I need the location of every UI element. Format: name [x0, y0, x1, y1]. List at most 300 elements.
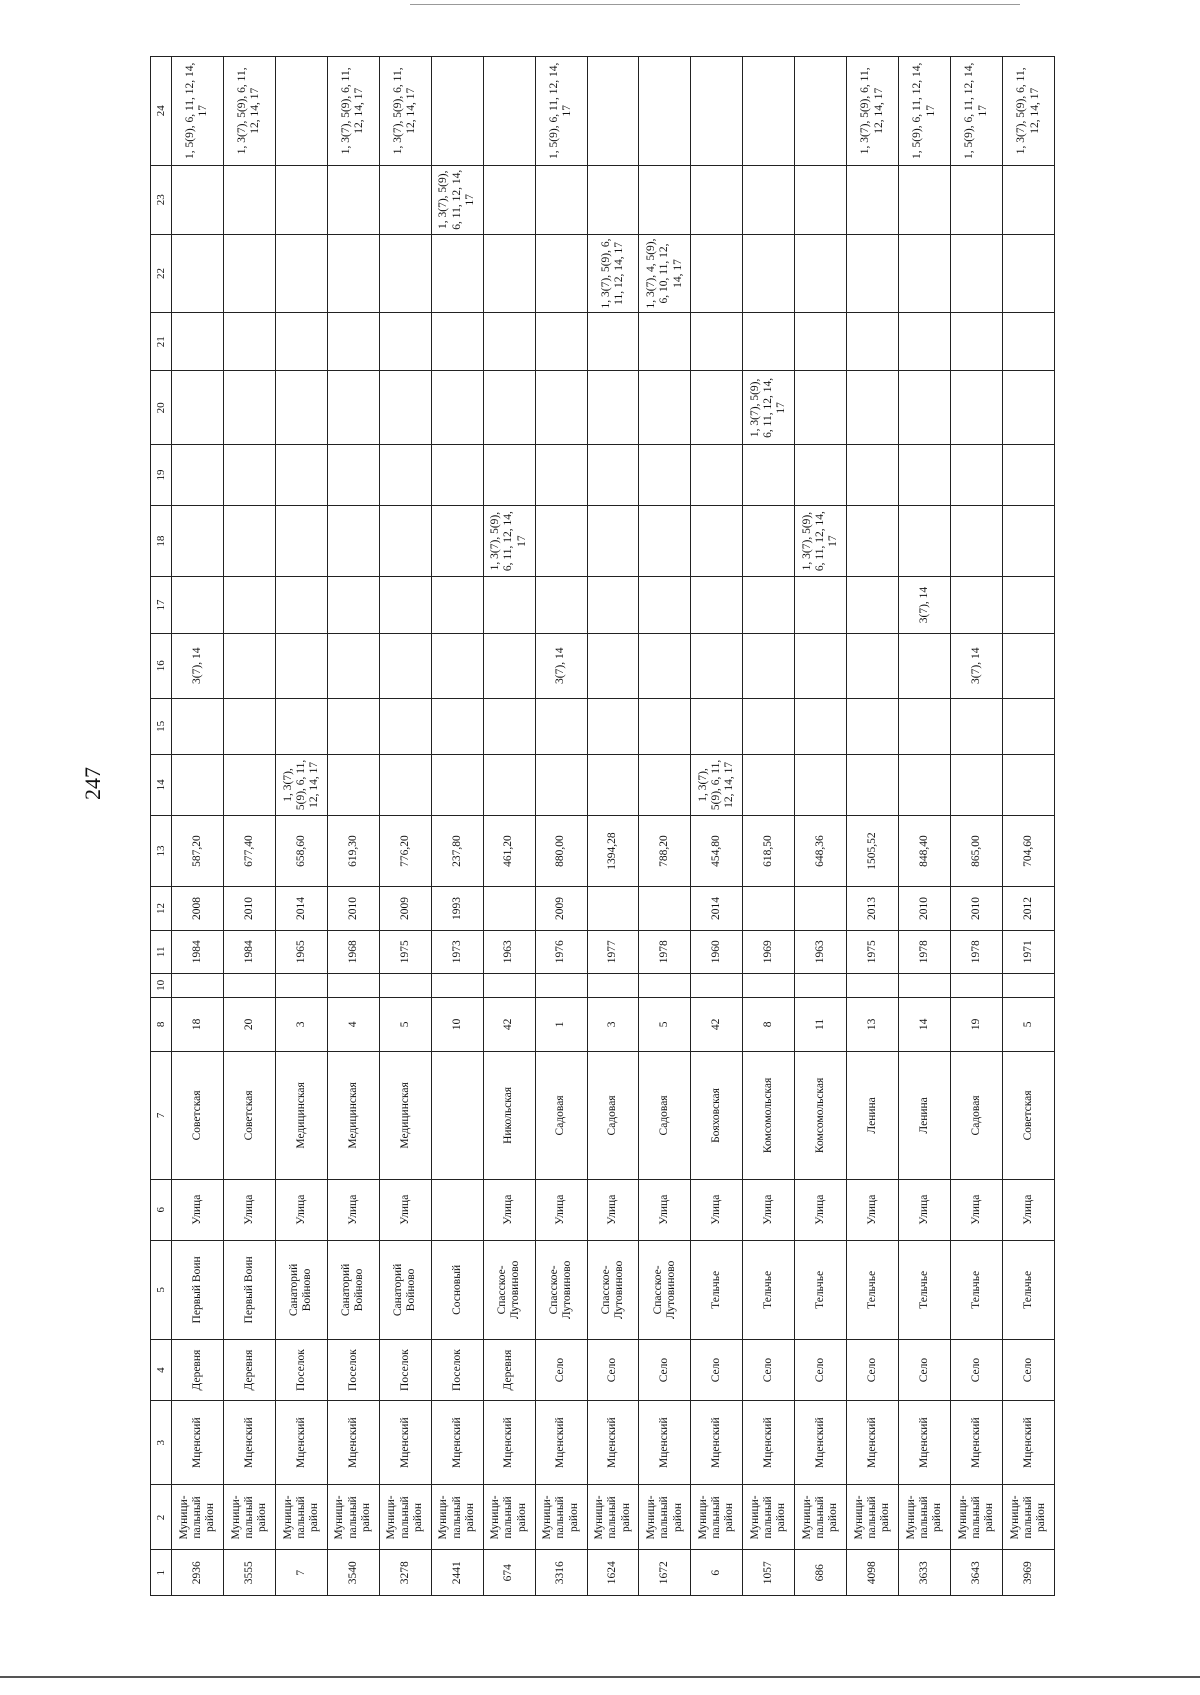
column-header: 11: [151, 930, 172, 973]
table-cell: 1960: [691, 930, 743, 973]
table-cell: 1, 3(7), 5(9), 6, 11, 12, 14, 17: [483, 505, 535, 577]
table-cell: [639, 165, 691, 234]
table-cell: [275, 633, 327, 698]
table-cell: Улица: [847, 1179, 899, 1240]
table-cell: [899, 505, 951, 577]
column-header: 16: [151, 633, 172, 698]
table-cell: [795, 234, 847, 312]
table-cell: Деревня: [483, 1340, 535, 1401]
table-body: [172, 57, 1055, 1596]
table-cell: [431, 1051, 483, 1179]
table-cell: 619,30: [327, 815, 379, 887]
table-cell: [691, 312, 743, 371]
table-cell: 1: [535, 997, 587, 1051]
table-cell: [847, 755, 899, 816]
table-cell: [847, 698, 899, 754]
table-cell: Муници-пальный район: [275, 1485, 327, 1550]
column-header: 5: [151, 1240, 172, 1340]
column-header: 17: [151, 577, 172, 633]
table-cell: [743, 755, 795, 816]
table-cell: [379, 165, 431, 234]
table-cell: [951, 234, 1003, 312]
table-cell: [847, 165, 899, 234]
table-cell: [431, 312, 483, 371]
table-cell: Село: [847, 1340, 899, 1401]
table-cell: [327, 445, 379, 506]
table-cell: [795, 633, 847, 698]
table-cell: 461,20: [483, 815, 535, 887]
table-cell: [899, 445, 951, 506]
table-cell: 1505,52: [847, 815, 899, 887]
scan-top-line: [410, 4, 1020, 5]
table-cell: Первый Воин: [223, 1240, 275, 1340]
column-header: 10: [151, 973, 172, 997]
table-cell: Деревня: [172, 1340, 224, 1401]
table-cell: Муници-пальный район: [743, 1485, 795, 1550]
table-cell: [483, 445, 535, 506]
table-cell: [847, 505, 899, 577]
table-cell: [275, 505, 327, 577]
table-cell: [639, 445, 691, 506]
column-header: 18: [151, 505, 172, 577]
table-cell: 1984: [172, 930, 224, 973]
table-cell: [795, 445, 847, 506]
table-cell: Поселок: [275, 1340, 327, 1401]
column-header: 22: [151, 234, 172, 312]
table-cell: 4098: [847, 1550, 899, 1596]
table-cell: [1003, 445, 1055, 506]
table-cell: 2014: [275, 887, 327, 930]
table-cell: [899, 165, 951, 234]
table-cell: Муници-пальный район: [795, 1485, 847, 1550]
table-cell: Мценский: [535, 1400, 587, 1485]
table-cell: Медицинская: [327, 1051, 379, 1179]
table-cell: 5: [639, 997, 691, 1051]
table-cell: 1, 3(7), 5(9), 6, 11, 12, 14, 17: [743, 371, 795, 445]
table-cell: [379, 445, 431, 506]
table-cell: Поселок: [379, 1340, 431, 1401]
table-cell: 19: [951, 997, 1003, 1051]
table-cell: Улица: [587, 1179, 639, 1240]
table-cell: [795, 577, 847, 633]
table-cell: Советская: [223, 1051, 275, 1179]
table-cell: Комсомольская: [795, 1051, 847, 1179]
table-cell: [847, 234, 899, 312]
table-cell: 2010: [223, 887, 275, 930]
table-cell: Советская: [1003, 1051, 1055, 1179]
table-cell: 2441: [431, 1550, 483, 1596]
column-header: 19: [151, 445, 172, 506]
table-cell: [639, 312, 691, 371]
table-cell: Мценский: [743, 1400, 795, 1485]
table-cell: 1, 5(9), 6, 11, 12, 14, 17: [172, 57, 224, 166]
table-cell: [379, 312, 431, 371]
table-cell: [535, 755, 587, 816]
table-cell: 3555: [223, 1550, 275, 1596]
table-cell: [172, 973, 224, 997]
table-cell: [223, 505, 275, 577]
table-cell: Улица: [275, 1179, 327, 1240]
table-cell: 1, 3(7), 5(9), 6, 11, 12, 14, 17: [431, 165, 483, 234]
table-cell: [587, 371, 639, 445]
table-cell: [691, 577, 743, 633]
table-cell: Муници-пальный район: [1003, 1485, 1055, 1550]
table-row: [951, 57, 1003, 1596]
table-cell: Ленина: [847, 1051, 899, 1179]
table-row: [899, 57, 951, 1596]
column-header: 7: [151, 1051, 172, 1179]
table-row: [535, 57, 587, 1596]
table-cell: Улица: [1003, 1179, 1055, 1240]
table-cell: [899, 312, 951, 371]
table-cell: Советская: [172, 1051, 224, 1179]
column-header: 6: [151, 1179, 172, 1240]
table-cell: [951, 577, 1003, 633]
table-cell: Мценский: [483, 1400, 535, 1485]
table-cell: 1971: [1003, 930, 1055, 973]
table-cell: [172, 371, 224, 445]
table-cell: 6: [691, 1550, 743, 1596]
table-cell: 1984: [223, 930, 275, 973]
table-cell: [1003, 698, 1055, 754]
table-cell: 1, 5(9), 6, 11, 12, 14, 17: [535, 57, 587, 166]
table-cell: Муници-пальный район: [847, 1485, 899, 1550]
table-cell: 5: [1003, 997, 1055, 1051]
table-cell: 1, 3(7), 5(9), 6, 11, 12, 14, 17: [379, 57, 431, 166]
table-cell: 1963: [795, 930, 847, 973]
table-cell: Село: [535, 1340, 587, 1401]
table-cell: [483, 577, 535, 633]
table-cell: [691, 371, 743, 445]
table-cell: Муници-пальный район: [483, 1485, 535, 1550]
table-cell: [587, 887, 639, 930]
table-cell: 11: [795, 997, 847, 1051]
table-cell: [431, 57, 483, 166]
table-cell: [587, 698, 639, 754]
table-cell: Санаторий Войново: [275, 1240, 327, 1340]
table-cell: Садовая: [639, 1051, 691, 1179]
table-cell: [275, 698, 327, 754]
rotated-table-container: [150, 56, 1055, 1596]
table-cell: [1003, 371, 1055, 445]
table-cell: Улица: [951, 1179, 1003, 1240]
table-cell: Садовая: [587, 1051, 639, 1179]
column-header: 23: [151, 165, 172, 234]
table-cell: [275, 445, 327, 506]
table-cell: [483, 57, 535, 166]
table-cell: [379, 973, 431, 997]
table-cell: [1003, 165, 1055, 234]
table-cell: Деревня: [223, 1340, 275, 1401]
table-cell: [172, 445, 224, 506]
table-cell: 3643: [951, 1550, 1003, 1596]
table-cell: [431, 577, 483, 633]
table-cell: [691, 633, 743, 698]
table-cell: [691, 505, 743, 577]
table-cell: 10: [431, 997, 483, 1051]
table-cell: [743, 312, 795, 371]
table-cell: Мценский: [951, 1400, 1003, 1485]
table-cell: Муници-пальный район: [379, 1485, 431, 1550]
table-cell: [275, 165, 327, 234]
table-cell: [223, 165, 275, 234]
table-cell: [327, 312, 379, 371]
table-cell: 677,40: [223, 815, 275, 887]
table-cell: 42: [483, 997, 535, 1051]
table-cell: Санаторий Войново: [379, 1240, 431, 1340]
column-header: 21: [151, 312, 172, 371]
table-row: [795, 57, 847, 1596]
table-cell: [483, 698, 535, 754]
table-cell: [847, 371, 899, 445]
table-cell: [379, 755, 431, 816]
table-cell: 1977: [587, 930, 639, 973]
table-cell: 848,40: [899, 815, 951, 887]
table-cell: [743, 577, 795, 633]
table-cell: [1003, 234, 1055, 312]
column-header: 2: [151, 1485, 172, 1550]
table-row: [1003, 57, 1055, 1596]
table-cell: [483, 234, 535, 312]
column-header: 3: [151, 1400, 172, 1485]
table-cell: 3(7), 14: [899, 577, 951, 633]
table-cell: Мценский: [327, 1400, 379, 1485]
table-cell: Тельчье: [1003, 1240, 1055, 1340]
table-cell: [1003, 312, 1055, 371]
table-cell: [535, 234, 587, 312]
table-cell: [691, 445, 743, 506]
table-cell: [899, 234, 951, 312]
table-cell: 1672: [639, 1550, 691, 1596]
table-row: [691, 57, 743, 1596]
table-cell: Муници-пальный район: [587, 1485, 639, 1550]
scan-edge-line: [0, 1676, 1200, 1678]
table-cell: [431, 973, 483, 997]
table-cell: [379, 371, 431, 445]
table-cell: [431, 698, 483, 754]
table-cell: Село: [1003, 1340, 1055, 1401]
table-cell: Улица: [379, 1179, 431, 1240]
table-cell: [951, 312, 1003, 371]
table-cell: [587, 57, 639, 166]
table-cell: [639, 57, 691, 166]
table-cell: [639, 633, 691, 698]
table-cell: [639, 755, 691, 816]
table-cell: [223, 234, 275, 312]
table-cell: Муници-пальный район: [327, 1485, 379, 1550]
table-cell: [275, 973, 327, 997]
table-cell: 1978: [951, 930, 1003, 973]
table-cell: [1003, 755, 1055, 816]
table-cell: [691, 165, 743, 234]
table-cell: 1965: [275, 930, 327, 973]
table-cell: Мценский: [172, 1400, 224, 1485]
table-cell: [483, 973, 535, 997]
table-cell: [535, 312, 587, 371]
table-cell: Село: [743, 1340, 795, 1401]
table-row: [431, 57, 483, 1596]
table-cell: Село: [691, 1340, 743, 1401]
table-cell: 865,00: [951, 815, 1003, 887]
table-cell: Санаторий Войново: [327, 1240, 379, 1340]
table-cell: 1963: [483, 930, 535, 973]
table-cell: Мценский: [1003, 1400, 1055, 1485]
table-cell: [587, 633, 639, 698]
table-row: [743, 57, 795, 1596]
table-cell: [1003, 633, 1055, 698]
table-cell: 13: [847, 997, 899, 1051]
table-cell: Тельчье: [743, 1240, 795, 1340]
table-cell: Улица: [795, 1179, 847, 1240]
table-cell: 2014: [691, 887, 743, 930]
column-header: 24: [151, 57, 172, 166]
table-cell: [795, 755, 847, 816]
table-cell: [899, 633, 951, 698]
table-cell: [951, 505, 1003, 577]
column-header: 8: [151, 997, 172, 1051]
table-cell: 2010: [899, 887, 951, 930]
table-cell: [431, 445, 483, 506]
table-cell: 2013: [847, 887, 899, 930]
table-cell: [795, 973, 847, 997]
table-cell: [743, 887, 795, 930]
table-cell: [172, 577, 224, 633]
table-cell: 1, 3(7), 5(9), 6, 11, 12, 14, 17: [847, 57, 899, 166]
table-cell: [587, 445, 639, 506]
table-cell: 237,80: [431, 815, 483, 887]
table-cell: [431, 633, 483, 698]
table-cell: [223, 445, 275, 506]
table-cell: [327, 371, 379, 445]
table-cell: 1, 3(7), 5(9), 6, 11, 12, 14, 17: [275, 755, 327, 816]
table-cell: Медицинская: [379, 1051, 431, 1179]
table-cell: [587, 312, 639, 371]
table-row: [275, 57, 327, 1596]
table-cell: [327, 505, 379, 577]
table-row: [639, 57, 691, 1596]
table-cell: Мценский: [223, 1400, 275, 1485]
table-cell: Поселок: [327, 1340, 379, 1401]
table-cell: [327, 633, 379, 698]
table-cell: Муници-пальный район: [223, 1485, 275, 1550]
table-cell: 1978: [899, 930, 951, 973]
table-cell: 2936: [172, 1550, 224, 1596]
table-cell: 2012: [1003, 887, 1055, 930]
column-header: 14: [151, 755, 172, 816]
table-cell: 1, 3(7), 5(9), 6, 11, 12, 14, 17: [327, 57, 379, 166]
table-cell: 704,60: [1003, 815, 1055, 887]
table-cell: 1968: [327, 930, 379, 973]
table-cell: [483, 312, 535, 371]
table-cell: [691, 234, 743, 312]
table-row: [223, 57, 275, 1596]
table-cell: 3(7), 14: [951, 633, 1003, 698]
table-cell: 1975: [379, 930, 431, 973]
table-cell: 1057: [743, 1550, 795, 1596]
table-cell: Мценский: [379, 1400, 431, 1485]
table-cell: 1, 5(9), 6, 11, 12, 14, 17: [899, 57, 951, 166]
table-cell: [379, 577, 431, 633]
table-cell: [587, 755, 639, 816]
table-cell: [327, 755, 379, 816]
table-cell: [223, 577, 275, 633]
table-cell: [223, 633, 275, 698]
table-cell: 1, 5(9), 6, 11, 12, 14, 17: [951, 57, 1003, 166]
table-cell: [327, 698, 379, 754]
table-cell: Улица: [223, 1179, 275, 1240]
table-cell: 8: [743, 997, 795, 1051]
table-cell: [691, 698, 743, 754]
register-table: [150, 56, 1055, 1596]
table-cell: 3(7), 14: [535, 633, 587, 698]
table-cell: [327, 234, 379, 312]
table-cell: [223, 973, 275, 997]
table-cell: [483, 633, 535, 698]
table-cell: 1973: [431, 930, 483, 973]
table-cell: Садовая: [535, 1051, 587, 1179]
table-cell: [172, 234, 224, 312]
table-cell: [379, 698, 431, 754]
table-cell: Бояховская: [691, 1051, 743, 1179]
table-cell: [743, 505, 795, 577]
table-cell: [951, 973, 1003, 997]
table-cell: [795, 312, 847, 371]
table-cell: [951, 371, 1003, 445]
table-cell: [951, 698, 1003, 754]
table-cell: Мценский: [587, 1400, 639, 1485]
table-cell: [795, 57, 847, 166]
table-header: [151, 57, 172, 1596]
table-cell: [172, 505, 224, 577]
table-cell: [483, 755, 535, 816]
table-cell: [327, 577, 379, 633]
table-cell: Мценский: [275, 1400, 327, 1485]
table-cell: [795, 698, 847, 754]
table-cell: [327, 973, 379, 997]
table-cell: 880,00: [535, 815, 587, 887]
table-cell: 14: [899, 997, 951, 1051]
table-cell: [223, 755, 275, 816]
page-number: 247: [80, 767, 105, 800]
table-cell: 1624: [587, 1550, 639, 1596]
table-cell: Муници-пальный район: [691, 1485, 743, 1550]
table-cell: Спасское-Лутовиново: [535, 1240, 587, 1340]
table-cell: Садовая: [951, 1051, 1003, 1179]
table-cell: Улица: [535, 1179, 587, 1240]
table-cell: [743, 165, 795, 234]
table-cell: 3278: [379, 1550, 431, 1596]
table-cell: Муници-пальный район: [535, 1485, 587, 1550]
table-cell: Муници-пальный район: [431, 1485, 483, 1550]
table-cell: [587, 505, 639, 577]
table-cell: Село: [587, 1340, 639, 1401]
table-cell: [899, 755, 951, 816]
table-cell: Село: [899, 1340, 951, 1401]
table-cell: [275, 57, 327, 166]
table-cell: Тельчье: [795, 1240, 847, 1340]
table-cell: Тельчье: [691, 1240, 743, 1340]
table-cell: Мценский: [431, 1400, 483, 1485]
table-cell: [639, 505, 691, 577]
table-cell: [535, 445, 587, 506]
table-cell: [275, 371, 327, 445]
table-cell: Тельчье: [951, 1240, 1003, 1340]
table-cell: [847, 633, 899, 698]
table-cell: [847, 973, 899, 997]
table-cell: [639, 577, 691, 633]
table-cell: Улица: [327, 1179, 379, 1240]
table-cell: [847, 577, 899, 633]
